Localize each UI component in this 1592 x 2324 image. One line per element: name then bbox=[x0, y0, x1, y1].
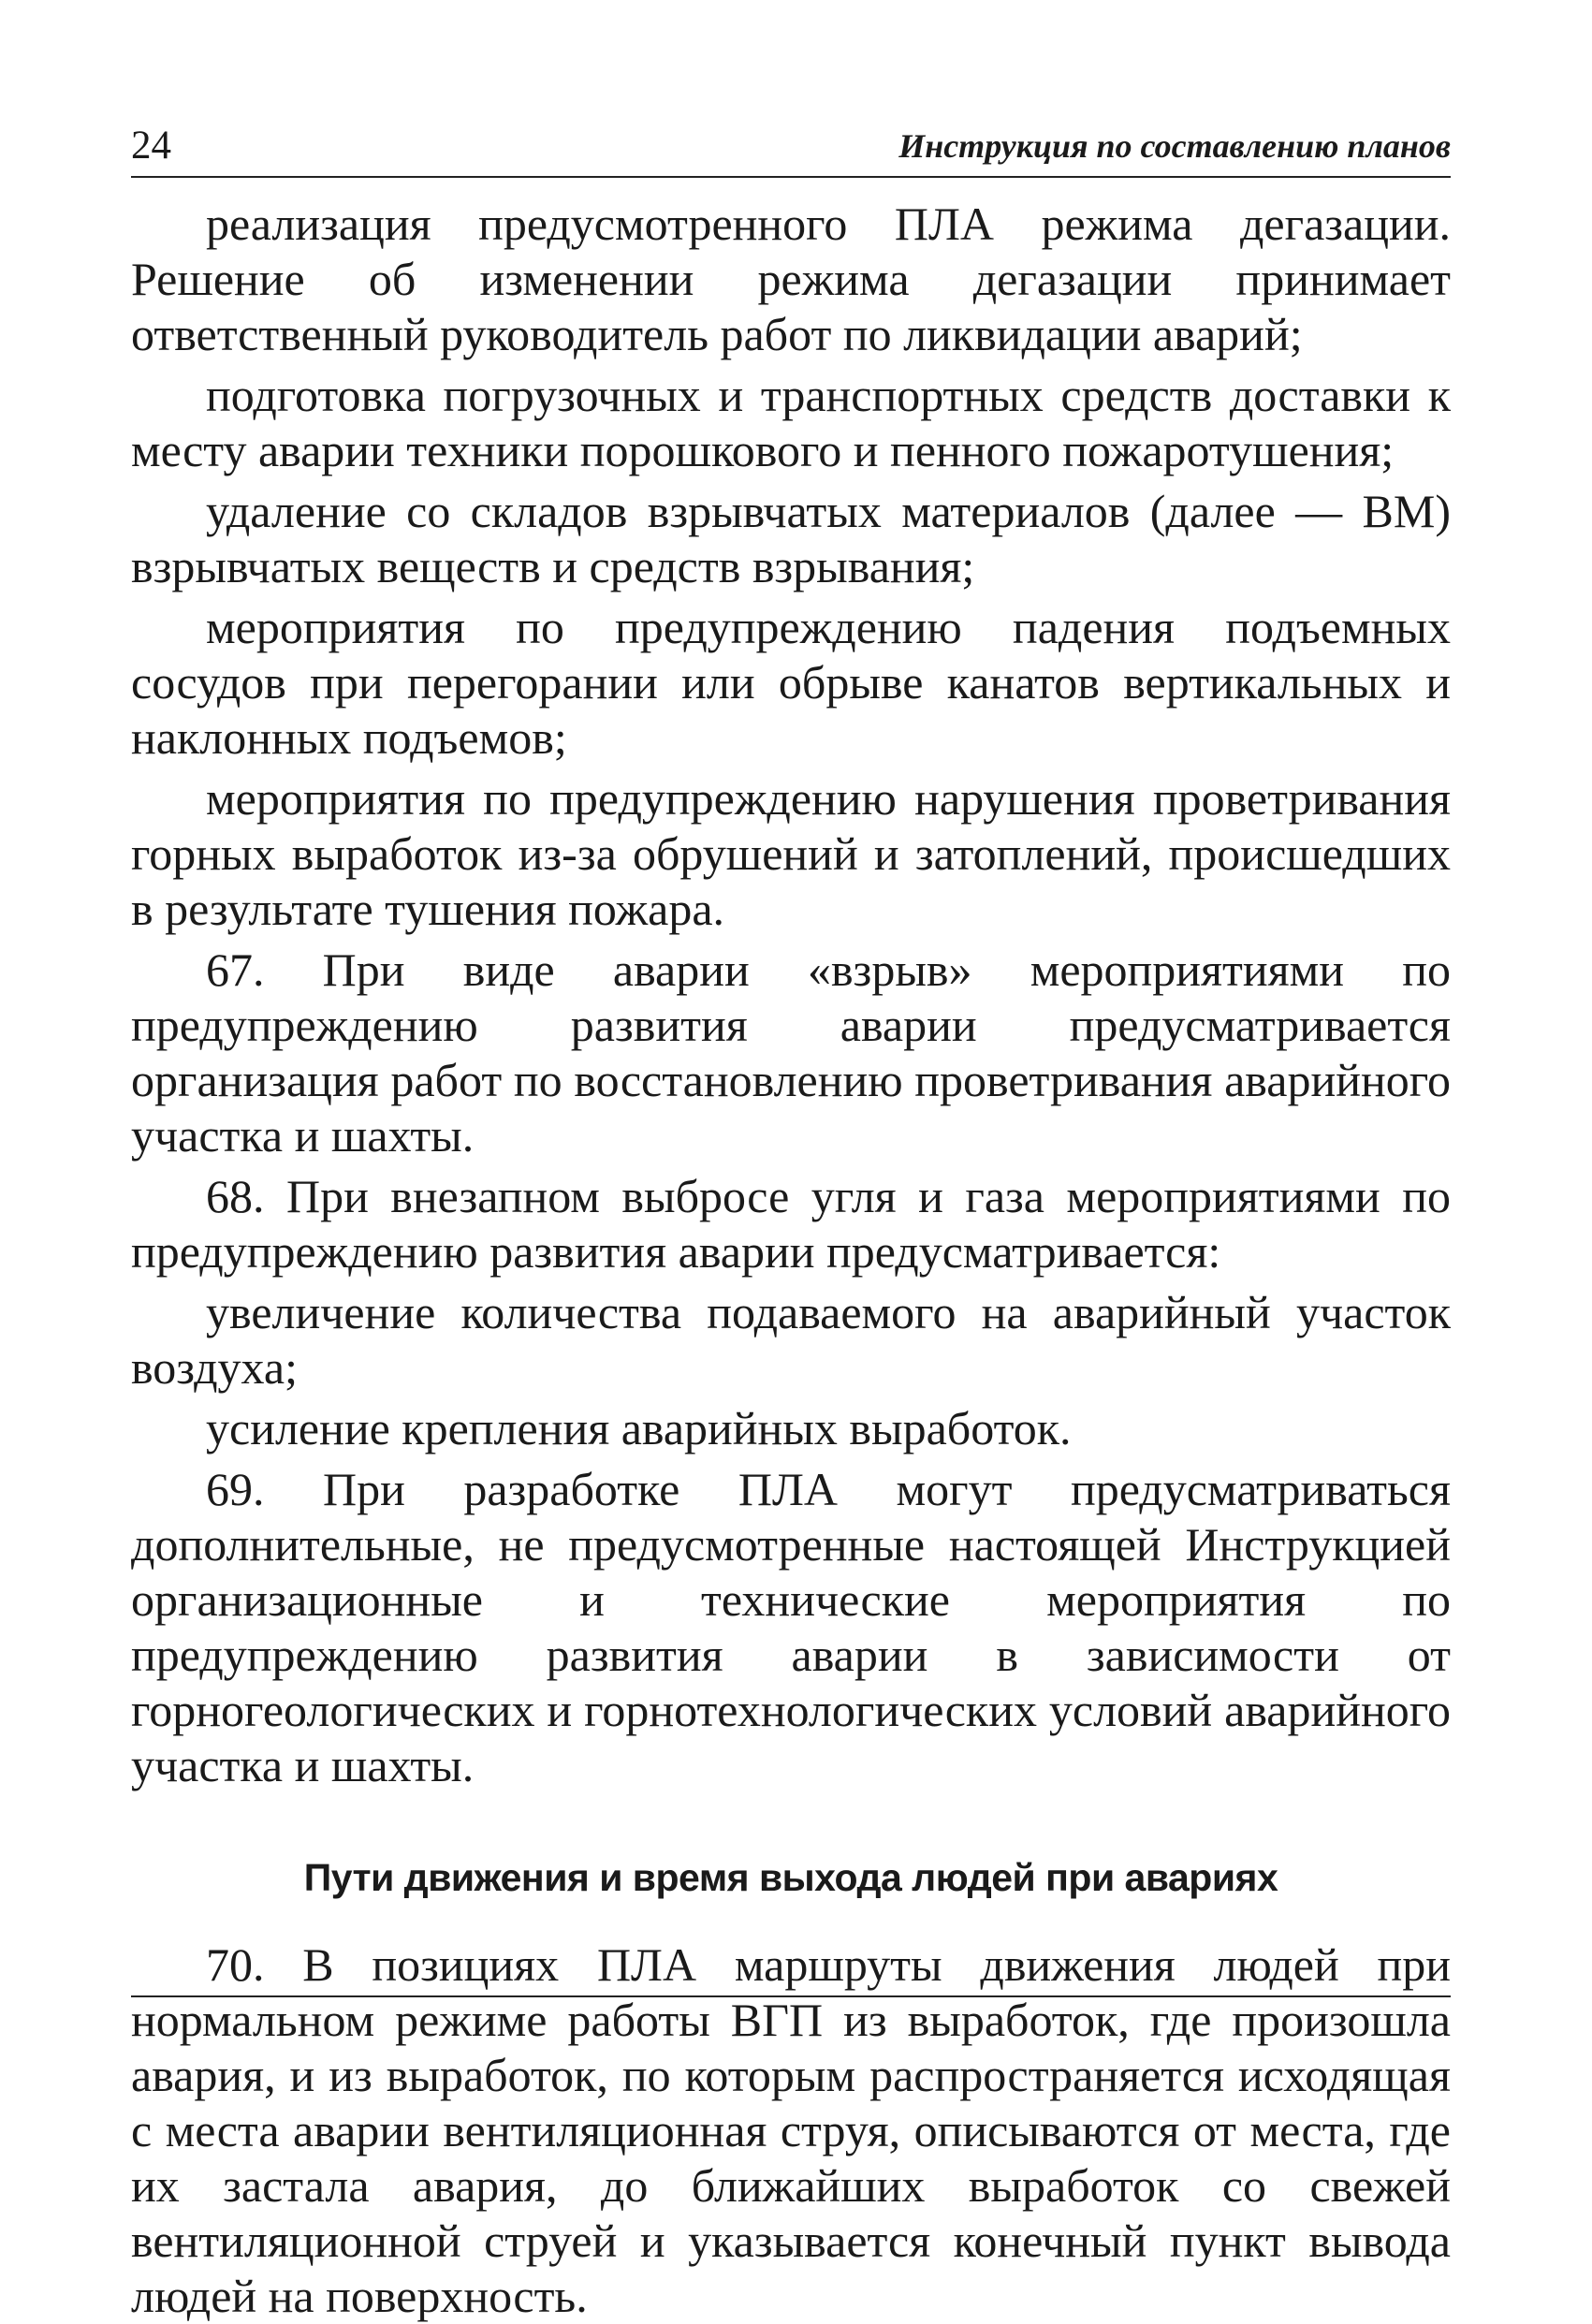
document-body bbox=[131, 197, 1451, 2324]
page-header bbox=[131, 122, 1451, 178]
document-page bbox=[131, 122, 1451, 2322]
paragraph: 68. При внезапном выбросе угля и газа мероприятиями по предупреждению развития аварии предусматривается: bbox=[131, 1170, 1451, 1278]
section-heading: Пути движения и время выхода людей при авариях bbox=[303, 1856, 1278, 1899]
paragraph: 69. При разработке ПЛА могут предусматриваться дополнительные, не предусмотренные настоящей Инструкцией организационные и технические мероприятия по предупреждению развития аварии в зависимости от горногеологических и горнотехнологических условий аварийного участка и шахты. bbox=[131, 1463, 1451, 1791]
paragraph: усиление крепления аварийных выработок. bbox=[206, 1402, 1072, 1454]
paragraph: мероприятия по предупреждению нарушения проветривания горных выработок из-за обрушений и затоплений, происшедших в результате тушения пожара. bbox=[131, 772, 1451, 935]
page-number: 24 bbox=[131, 124, 171, 168]
paragraph: реализация предусмотренного ПЛА режима дегазации. Решение об изменении режима дегазации принимает ответственный руководитель работ по ликвидации аварий; bbox=[131, 197, 1451, 360]
paragraph: увеличение количества подаваемого на аварийный участок воздуха; bbox=[131, 1286, 1451, 1394]
paragraph: 67. При виде аварии «взрыв» мероприятиями по предупреждению развития аварии предусматривается организация работ по восстановлению проветривания аварийного участка и шахты. bbox=[131, 943, 1451, 1162]
paragraph: мероприятия по предупреждению падения подъемных сосудов при перегорании или обрыве канатов вертикальных и наклонных подъемов; bbox=[131, 601, 1451, 764]
paragraph: подготовка погрузочных и транспортных средств доставки к месту аварии техники порошкового и пенного пожаротушения; bbox=[131, 369, 1451, 476]
paragraph: 70. В позициях ПЛА маршруты движения людей при нормальном режиме работы ВГП из выработок, где произошла авария, и из выработок, по которым распространяется исходящая с места аварии вентиляционная струя, описываются от места, где их застала авария, до ближайших выработок со свежей вентиляционной струей и указывается конечный пункт вывода людей на поверхность. bbox=[131, 1938, 1451, 2322]
paragraph: удаление со складов взрывчатых материалов (далее — ВМ) взрывчатых веществ и средств взрывания; bbox=[131, 485, 1451, 592]
footer-rule bbox=[131, 1995, 1451, 1997]
running-title: Инструкция по составлению планов bbox=[898, 127, 1451, 165]
